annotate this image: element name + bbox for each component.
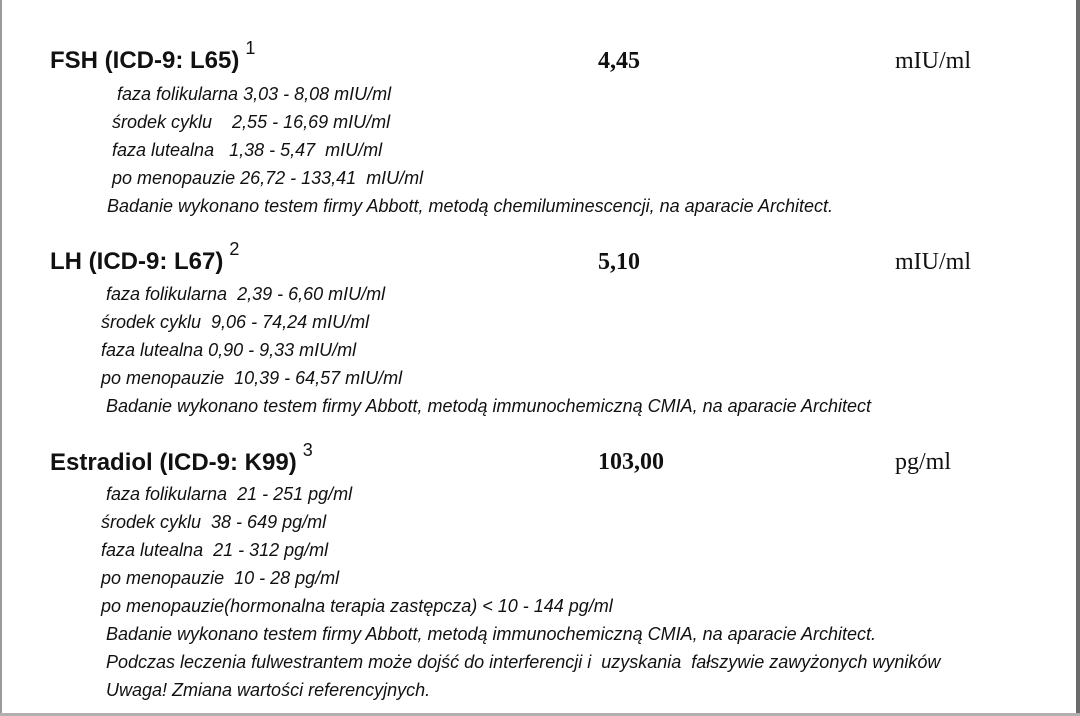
result-value-estradiol: 103,00 <box>598 449 664 475</box>
reference-range: faza lutealna 1,38 - 5,47 mIU/ml <box>112 140 383 160</box>
footnote-index: 1 <box>245 38 256 58</box>
test-name-fsh <box>50 38 256 75</box>
reference-range: po menopauzie 26,72 - 133,41 mIU/ml <box>112 168 424 188</box>
reference-range: po menopauzie 10 - 28 pg/ml <box>101 568 340 588</box>
reference-range: faza folikularna 21 - 251 pg/ml <box>106 484 353 504</box>
method-note: Badanie wykonano testem firmy Abbott, metodą immunochemiczną CMIA, na aparacie Architect. <box>106 624 877 644</box>
reference-range: po menopauzie 10,39 - 64,57 mIU/ml <box>101 368 403 388</box>
footnote-index: 3 <box>302 440 313 460</box>
reference-range: faza folikularna 3,03 - 8,08 mIU/ml <box>117 84 392 104</box>
page-right-border <box>1076 0 1080 716</box>
test-name-text: LH (ICD-9: L67) <box>50 248 224 275</box>
result-unit-estradiol: pg/ml <box>895 449 952 475</box>
result-value-lh: 5,10 <box>598 249 640 275</box>
method-note: Badanie wykonano testem firmy Abbott, metodą chemiluminescencji, na aparacie Architect. <box>107 196 834 216</box>
reference-range: faza folikularna 2,39 - 6,60 mIU/ml <box>106 284 386 304</box>
result-unit-lh: mIU/ml <box>895 249 971 275</box>
test-name-text: FSH (ICD-9: L65) <box>50 47 240 74</box>
test-name-text: Estradiol (ICD-9: K99) <box>50 449 297 476</box>
method-note: Badanie wykonano testem firmy Abbott, metodą immunochemiczną CMIA, na aparacie Architect <box>106 396 872 416</box>
test-name-estradiol <box>50 440 313 477</box>
result-value-fsh: 4,45 <box>598 48 640 74</box>
page-left-border <box>0 0 2 716</box>
reference-range: środek cyklu 2,55 - 16,69 mIU/ml <box>112 112 391 132</box>
reference-range: środek cyklu 38 - 649 pg/ml <box>101 512 327 532</box>
test-name-lh <box>50 239 240 276</box>
result-unit-fsh: mIU/ml <box>895 48 971 74</box>
reference-range: środek cyklu 9,06 - 74,24 mIU/ml <box>101 312 370 332</box>
footnote-index: 2 <box>229 239 240 259</box>
reference-range: faza lutealna 21 - 312 pg/ml <box>101 540 329 560</box>
reference-range: faza lutealna 0,90 - 9,33 mIU/ml <box>101 340 357 360</box>
reference-range: po menopauzie(hormonalna terapia zastępcza) < 10 - 144 pg/ml <box>101 596 613 616</box>
warning-note: Uwaga! Zmiana wartości referencyjnych. <box>106 680 431 700</box>
interference-note: Podczas leczenia fulwestrantem może dojść do interferencji i uzyskania fałszywie zawyżonych wyników <box>106 652 941 672</box>
